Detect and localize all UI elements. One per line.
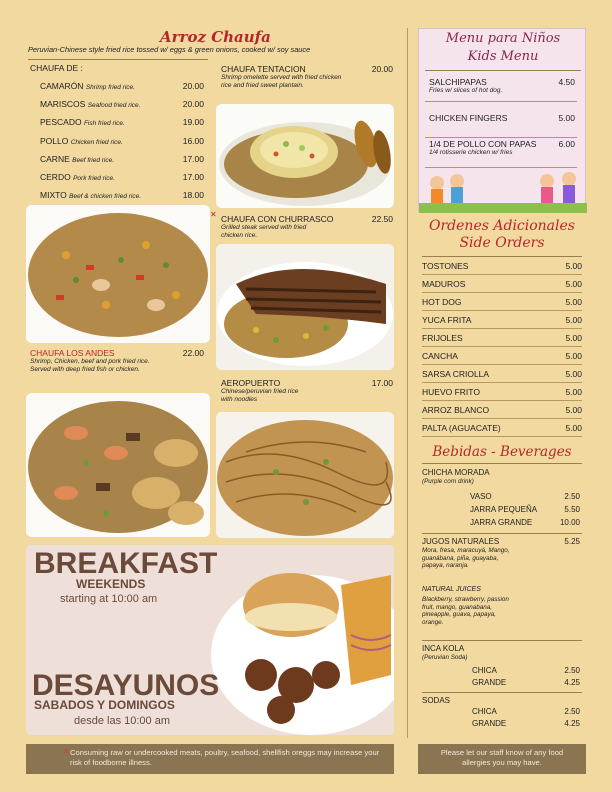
divider bbox=[425, 137, 577, 138]
jugos-price: 5.25 bbox=[564, 537, 580, 546]
tentacion-item bbox=[221, 64, 393, 90]
chaufa-item bbox=[40, 190, 204, 200]
item-price: 22.50 bbox=[371, 214, 393, 224]
item-price: 18.00 bbox=[182, 190, 204, 201]
item-price: 20.00 bbox=[371, 64, 393, 74]
footer-allergy: Please let our staff know of any food allergies you may have. bbox=[418, 744, 586, 774]
item-name: SARSA CRIOLLA bbox=[422, 368, 490, 379]
item-name bbox=[40, 81, 135, 91]
item-price: 5.00 bbox=[565, 368, 582, 379]
item-name: HOT DOG bbox=[422, 296, 462, 307]
item-desc: Seafood fried rice. bbox=[87, 102, 141, 110]
chaufa-churrasco-photo bbox=[216, 244, 394, 370]
desayunos-sub: SABADOS Y DOMINGOS bbox=[34, 698, 175, 712]
beverages-title: Bebidas - Beverages bbox=[432, 444, 572, 460]
kids-illustration bbox=[419, 167, 587, 213]
footer-warning bbox=[26, 744, 394, 774]
item-name-text: CAMARÓN bbox=[40, 81, 84, 91]
item-name: 1/4 DE POLLO CON PAPAS bbox=[429, 139, 537, 149]
item-name: AEROPUERTO bbox=[221, 378, 281, 388]
size-price: 2.50 bbox=[564, 492, 580, 501]
sodas-name: SODAS bbox=[422, 696, 451, 705]
chaufa-de-header: CHAUFA DE : bbox=[30, 63, 83, 73]
item-desc: Chicken fried rice. bbox=[70, 138, 123, 146]
chicha-desc: (Purple corn drink) bbox=[422, 478, 474, 485]
item-price: 20.00 bbox=[182, 99, 204, 110]
side-item bbox=[422, 401, 582, 419]
item-desc: 1/4 rotisserie chicken w/ fries bbox=[429, 149, 513, 156]
item-name: YUCA FRITA bbox=[422, 314, 472, 325]
size-price: 2.50 bbox=[564, 666, 580, 675]
kids-item bbox=[429, 139, 575, 157]
chaufa-item bbox=[40, 99, 204, 109]
size-label: GRANDE bbox=[472, 719, 507, 728]
kids-panel bbox=[418, 28, 586, 212]
item-price: 5.00 bbox=[565, 314, 582, 325]
chaufa-item bbox=[40, 117, 204, 127]
chaufa-item bbox=[40, 81, 204, 91]
item-price: 17.00 bbox=[371, 378, 393, 388]
item-name bbox=[40, 117, 125, 127]
divider bbox=[422, 640, 582, 641]
item-price: 22.00 bbox=[182, 348, 204, 358]
churrasco-marker: ✕ bbox=[210, 210, 217, 219]
aeropuerto-photo bbox=[216, 412, 394, 538]
item-price: 5.00 bbox=[565, 404, 582, 415]
kids-item bbox=[429, 77, 575, 95]
size-price: 5.50 bbox=[564, 505, 580, 514]
jugos-desc: Mora, fresa, maracuyá, Mango, guanábana, piña, guayaba, papaya, naranja. bbox=[422, 547, 510, 569]
item-name: CHAUFA CON CHURRASCO bbox=[221, 214, 334, 224]
item-name: TOSTONES bbox=[422, 260, 469, 271]
item-price: 16.00 bbox=[182, 135, 204, 146]
item-desc: Shrimp omelette served with fried chicken rice and fried sweet plantain. bbox=[221, 74, 342, 89]
chaufa-item bbox=[40, 172, 204, 182]
size-label: GRANDE bbox=[472, 678, 507, 687]
kids-title-en: Kids Menu bbox=[467, 49, 539, 64]
side-item bbox=[422, 257, 582, 275]
size-price: 10.00 bbox=[559, 518, 580, 527]
natural-name: NATURAL JUICES bbox=[422, 586, 481, 593]
item-price: 20.00 bbox=[182, 81, 204, 91]
desayunos-time: desde las 10:00 am bbox=[74, 715, 171, 727]
los-andes-item bbox=[30, 348, 204, 374]
side-item bbox=[422, 365, 582, 383]
size-label: CHICA bbox=[472, 707, 497, 716]
size-label: VASO bbox=[470, 492, 492, 501]
item-desc: Shrimp fried rice. bbox=[85, 84, 135, 91]
item-name bbox=[40, 99, 140, 109]
item-name-text: CERDO bbox=[40, 172, 71, 182]
warning-text: Consuming raw or undercooked meats, poultry, seafood, shellfish oreggs may increase your risk of foodborne illness. bbox=[70, 748, 380, 767]
item-name: FRIJOLES bbox=[422, 332, 463, 343]
item-name bbox=[40, 190, 141, 200]
item-name-text: MIXTO bbox=[40, 190, 67, 201]
item-name: MADUROS bbox=[422, 278, 466, 289]
item-price: 17.00 bbox=[182, 172, 204, 182]
chaufa-mixed-photo bbox=[26, 205, 210, 343]
warning-marker: ✕ bbox=[63, 747, 70, 756]
chaufa-los-andes-photo bbox=[26, 393, 210, 537]
item-desc: Fish fried rice. bbox=[83, 120, 125, 128]
item-name: PALTA (AGUACATE) bbox=[422, 422, 501, 433]
breakfast-panel bbox=[26, 545, 394, 735]
item-desc: Chinese/peruvian fried rice with noodles bbox=[221, 388, 299, 403]
chicha-name: CHICHA MORADA bbox=[422, 468, 490, 477]
item-name bbox=[40, 136, 123, 146]
item-price: 6.00 bbox=[558, 139, 575, 149]
item-name-text: MARISCOS bbox=[40, 99, 86, 110]
arroz-title: Arroz Chaufa bbox=[160, 28, 271, 46]
size-label: JARRA PEQUEÑA bbox=[470, 505, 538, 514]
breakfast-photo bbox=[201, 545, 394, 735]
divider bbox=[422, 692, 582, 693]
sides-title-en: Side Orders bbox=[459, 235, 545, 251]
side-item bbox=[422, 311, 582, 329]
item-price: 5.00 bbox=[565, 350, 582, 361]
item-price: 5.00 bbox=[565, 260, 582, 271]
item-name: CANCHA bbox=[422, 350, 458, 361]
item-name-text: PESCADO bbox=[40, 117, 82, 128]
item-desc: Fries w/ slices of hot dog. bbox=[429, 87, 503, 94]
divider bbox=[422, 463, 582, 464]
size-label: CHICA bbox=[472, 666, 497, 675]
chaufa-item bbox=[40, 154, 204, 164]
size-label: JARRA GRANDE bbox=[470, 518, 533, 527]
item-name: CHAUFA LOS ANDES bbox=[30, 348, 115, 358]
item-price: 5.00 bbox=[565, 386, 582, 397]
side-item bbox=[422, 275, 582, 293]
side-item bbox=[422, 347, 582, 365]
item-price: 4.50 bbox=[558, 77, 575, 87]
divider bbox=[422, 533, 582, 534]
divider bbox=[28, 59, 208, 60]
item-price: 17.00 bbox=[182, 153, 204, 164]
item-desc: Beef & chicken fried rice. bbox=[69, 193, 142, 201]
item-name: HUEVO FRITO bbox=[422, 386, 480, 397]
item-price: 5.00 bbox=[565, 422, 582, 433]
divider bbox=[425, 101, 577, 102]
breakfast-sub: WEEKENDS bbox=[76, 577, 146, 591]
item-price: 5.00 bbox=[558, 113, 575, 123]
divider bbox=[425, 70, 581, 71]
item-name: ARROZ BLANCO bbox=[422, 404, 490, 415]
arroz-subtitle: Peruvian-Chinese style fried rice tossed w/ eggs & green onions, cooked w/ soy sauce bbox=[28, 45, 311, 54]
item-price: 19.00 bbox=[182, 117, 204, 128]
item-name: SALCHIPAPAS bbox=[429, 77, 487, 87]
item-name-text: CARNE bbox=[40, 153, 70, 164]
item-desc: Beef fried rice. bbox=[72, 156, 115, 164]
kids-item bbox=[429, 113, 575, 123]
chaufa-tentacion-photo bbox=[216, 104, 394, 208]
side-item bbox=[422, 383, 582, 401]
size-price: 4.25 bbox=[564, 678, 580, 687]
inca-name: INCA KOLA bbox=[422, 644, 465, 653]
jugos-name: JUGOS NATURALES bbox=[422, 537, 500, 546]
item-name-text: POLLO bbox=[40, 135, 69, 146]
item-desc: Pork fried rice. bbox=[73, 175, 115, 182]
side-item bbox=[422, 419, 582, 437]
sides-title-es: Ordenes Adicionales bbox=[429, 218, 575, 234]
natural-desc: Blackberry, strawberry, passion fruit, mango, guanabana, pineapple, guava, papaya, orange. bbox=[422, 596, 509, 626]
item-name: CHICKEN FINGERS bbox=[429, 113, 508, 123]
item-desc: Shrimp, Chicken, beef and pork fried rice. Served with deep fried fish or chicken. bbox=[30, 358, 150, 373]
item-name: CHAUFA TENTACION bbox=[221, 64, 306, 74]
side-item bbox=[422, 293, 582, 311]
item-name bbox=[40, 154, 114, 164]
size-price: 4.25 bbox=[564, 719, 580, 728]
side-item bbox=[422, 329, 582, 347]
kids-title-es: Menu para Niños bbox=[445, 31, 561, 46]
column-divider bbox=[407, 28, 408, 738]
chaufa-item bbox=[40, 136, 204, 146]
breakfast-title: BREAKFAST bbox=[34, 547, 218, 580]
aeropuerto-item bbox=[221, 378, 393, 404]
size-price: 2.50 bbox=[564, 707, 580, 716]
item-name bbox=[40, 172, 115, 182]
item-price: 5.00 bbox=[565, 278, 582, 289]
inca-desc: (Peruvian Soda) bbox=[422, 654, 468, 661]
desayunos-title: DESAYUNOS bbox=[32, 669, 220, 702]
item-price: 5.00 bbox=[565, 332, 582, 343]
churrasco-item bbox=[221, 214, 393, 240]
item-desc: Grilled steak served with fried chicken rice. bbox=[221, 224, 307, 239]
item-price: 5.00 bbox=[565, 296, 582, 307]
breakfast-time: starting at 10:00 am bbox=[60, 593, 158, 605]
